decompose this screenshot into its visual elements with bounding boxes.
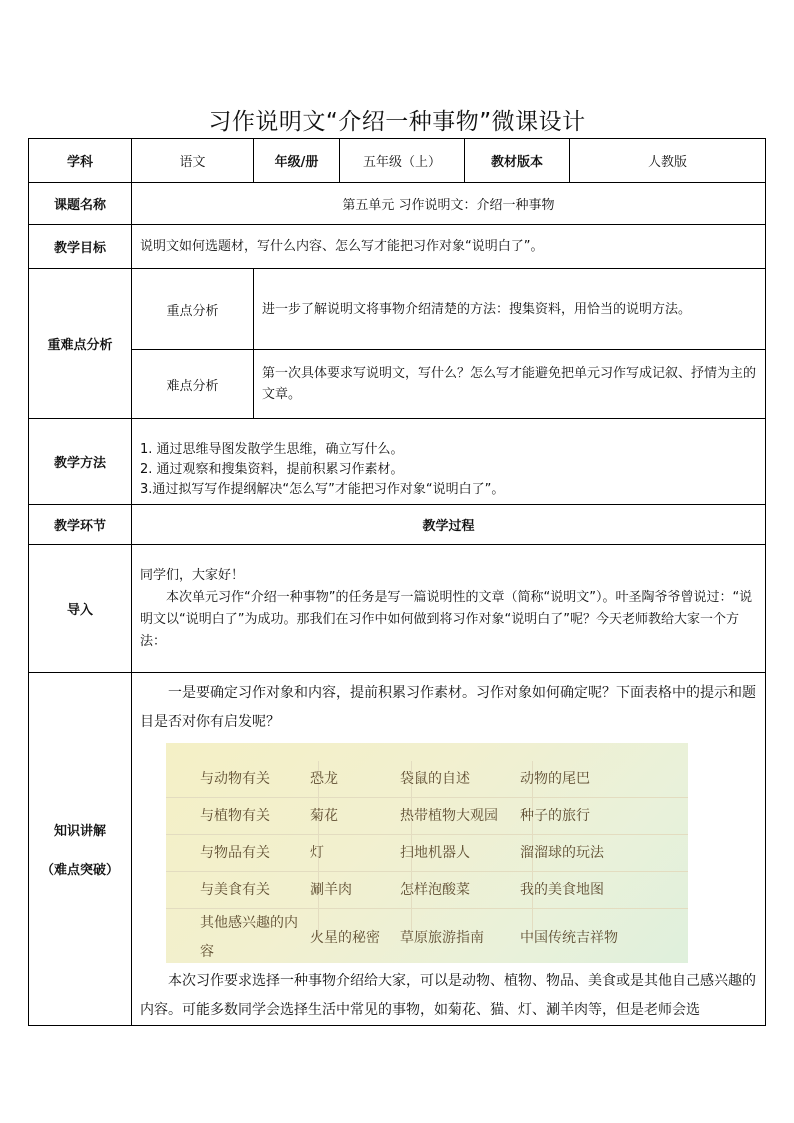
method-item: 3.通过拟写写作提纲解决“怎么写”才能把习作对象“说明白了”。 [140,481,505,497]
goal-label: 教学目标 [29,225,132,269]
topic-row-plants [166,798,688,835]
topic-example: 菊花 [310,798,400,835]
subject-label: 学科 [29,139,132,183]
topic-example: 涮羊肉 [310,872,400,909]
lesson-design-table [28,138,766,1026]
topic-example: 溜溜球的玩法 [520,835,688,872]
goal-value: 说明文如何选题材，写什么内容、怎么写才能把习作对象“说明白了”。 [132,225,766,269]
knowledge-label-cell [29,673,132,1026]
topic-category: 其他感兴趣的内容 [200,915,298,960]
grade-label: 年级/册 [254,139,340,183]
topic-row-other [166,909,688,968]
topic-row-food [166,872,688,909]
knowledge-sublabel: （难点突破） [40,863,119,878]
difficulty-analysis-row [29,350,766,419]
knowledge-label: 知识讲解 [53,824,106,839]
grade-value: 五年级（上） [340,139,465,183]
topic-example: 我的美食地图 [520,872,688,909]
topic-label: 课题名称 [29,183,132,225]
topic-category: 与物品有关 [166,835,310,872]
topic-example: 动物的尾巴 [520,761,688,798]
topic-example: 恐龙 [310,761,400,798]
topic-category: 与美食有关 [166,872,310,909]
intro-greeting: 同学们，大家好！ [140,567,245,583]
header-row [29,139,766,183]
topic-example: 扫地机器人 [400,835,520,872]
methods-row [29,419,766,505]
analysis-label: 重难点分析 [29,269,132,419]
key-analysis-label: 重点分析 [132,269,254,350]
intro-body: 本次单元习作“介绍一种事物”的任务是写一篇说明性的文章（简称“说明文”）。叶圣陶爷爷曾说过：“说明文以“说明白了”为成功。那我们在习作中如何做到将习作对象“说明白了”呢？今天老师教给大家一个方法： [140,589,753,649]
topic-suggestion-table [166,761,688,967]
process-stage-label: 教学环节 [29,505,132,545]
process-header-row [29,505,766,545]
goal-row [29,225,766,269]
methods-list [132,419,766,505]
edition-value: 人教版 [570,139,766,183]
knowledge-content [132,673,766,1026]
edition-label: 教材版本 [465,139,570,183]
topic-example: 热带植物大观园 [400,798,520,835]
topic-row [29,183,766,225]
topic-example: 中国传统吉祥物 [520,929,618,946]
knowledge-para-2: 本次习作要求选择一种事物介绍给大家，可以是动物、植物、物品、美食或是其他自己感兴趣的内容。可能多数同学会选择生活中常见的事物，如菊花、猫、灯、涮羊肉等，但是老师会选 [140,973,756,1018]
topic-example: 草原旅游指南 [400,929,484,946]
methods-label: 教学方法 [29,419,132,505]
method-item: 1. 通过思维导图发散学生思维，确立写什么。 [140,441,404,457]
process-label: 教学过程 [132,505,766,545]
difficulty-analysis-label: 难点分析 [132,350,254,419]
topic-category: 与植物有关 [166,798,310,835]
method-item: 2. 通过观察和搜集资料，提前积累习作素材。 [140,461,404,477]
topic-row-animals [166,761,688,798]
topic-example: 袋鼠的自述 [400,761,520,798]
intro-row [29,545,766,673]
intro-content [132,545,766,673]
intro-label: 导入 [29,545,132,673]
key-analysis-row [29,269,766,350]
topic-value: 第五单元 习作说明文：介绍一种事物 [132,183,766,225]
topic-row-objects [166,835,688,872]
topic-example: 种子的旅行 [520,798,688,835]
difficulty-analysis-value: 第一次具体要求写说明文，写什么？怎么写才能避免把单元习作写成记叙、抒情为主的文章。 [254,350,766,419]
topic-example: 灯 [310,835,400,872]
knowledge-row [29,673,766,1026]
page-title: 习作说明文“介绍一种事物”微课设计 [208,109,586,135]
knowledge-para-1: 一是要确定习作对象和内容，提前积累习作素材。习作对象如何确定呢？下面表格中的提示和题目是否对你有启发呢？ [140,685,756,730]
topic-category: 与动物有关 [166,761,310,798]
key-analysis-value: 进一步了解说明文将事物介绍清楚的方法：搜集资料，用恰当的说明方法。 [254,269,766,350]
topic-example: 怎样泡酸菜 [400,872,520,909]
topic-suggestion-image [166,743,688,963]
topic-example: 火星的秘密 [310,929,380,946]
subject-value: 语文 [132,139,254,183]
